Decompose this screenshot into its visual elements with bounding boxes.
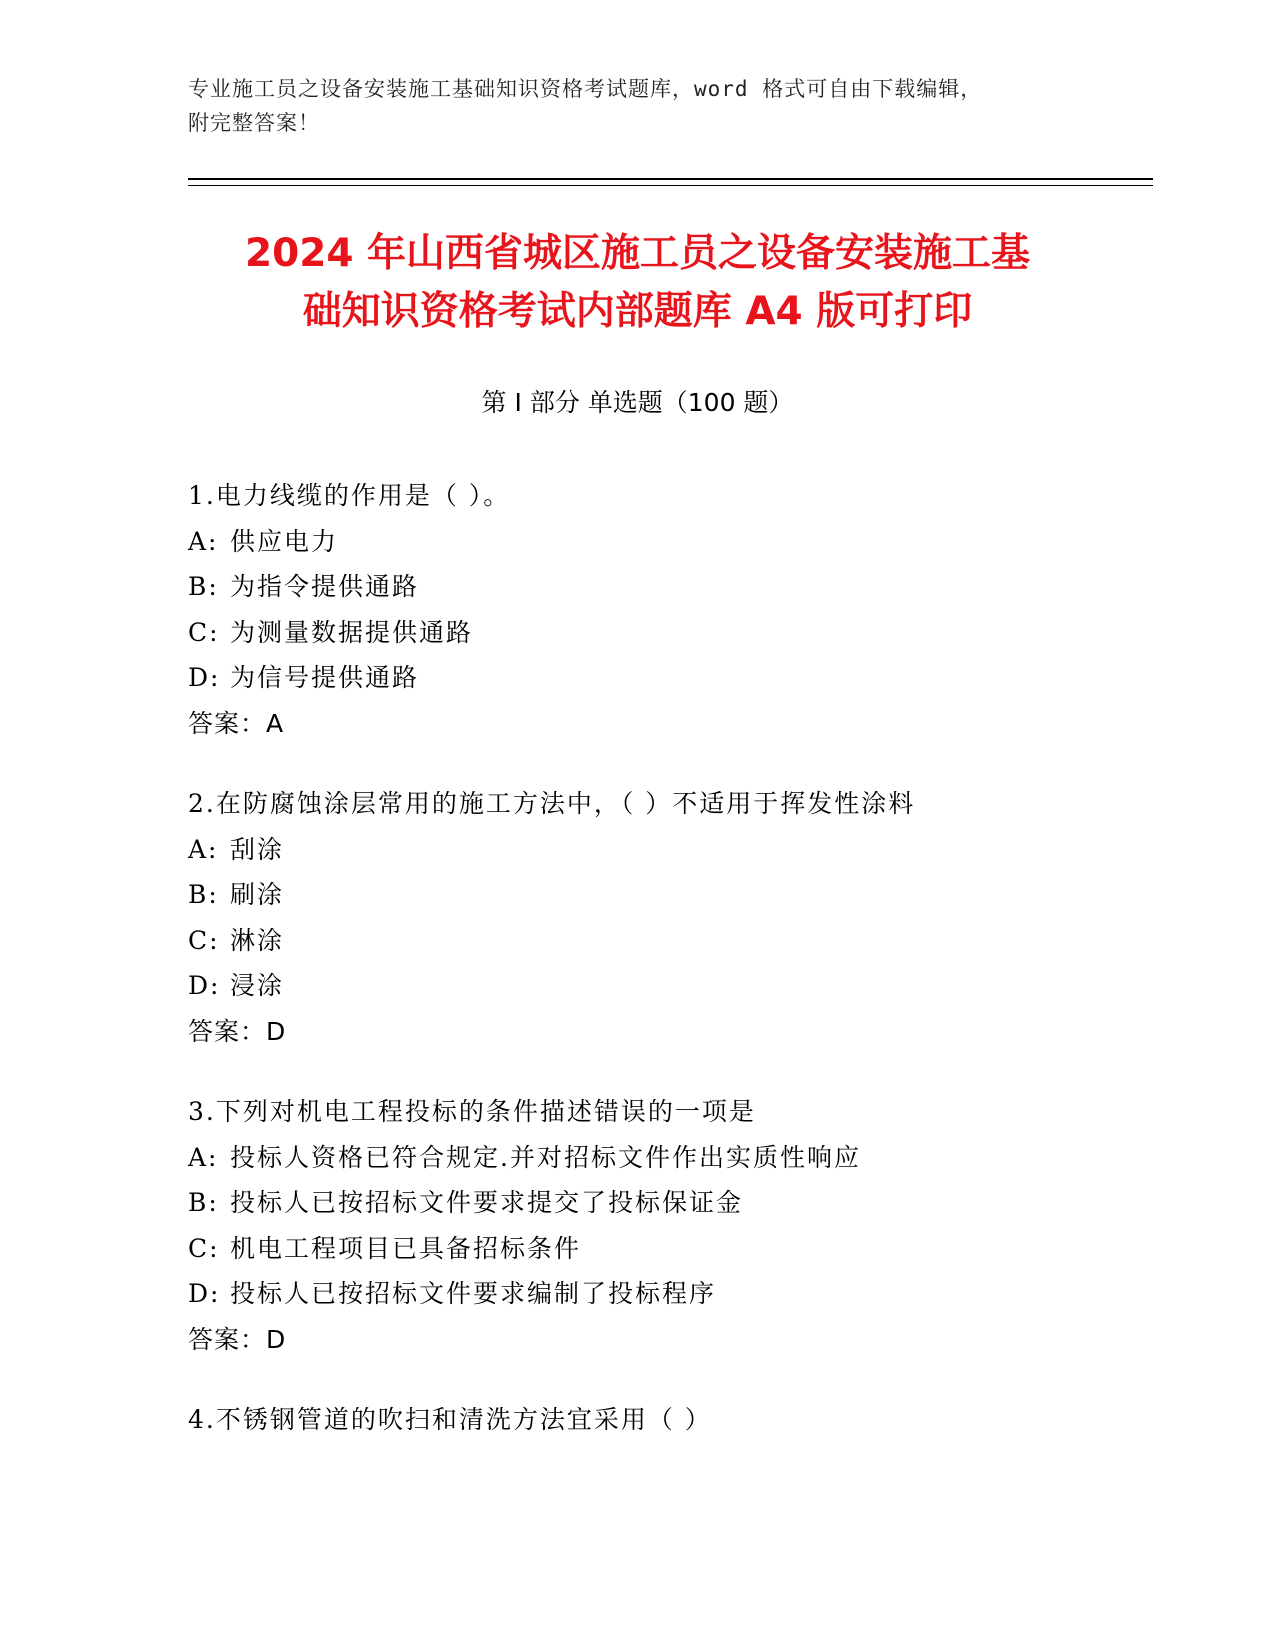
option-letter: D: [188, 1279, 221, 1308]
option-letter: B: [188, 1188, 219, 1217]
option-text: 为指令提供通路 [230, 572, 420, 601]
option-text: 淋涂 [230, 925, 285, 955]
question-4 [188, 1397, 1148, 1443]
option-letter: A: [188, 1142, 219, 1172]
option-letter: A: [188, 526, 219, 556]
option-letter: D: [188, 663, 221, 692]
option-text: 为信号提供通路 [230, 663, 420, 692]
option-c [188, 1226, 1148, 1272]
option-c [188, 610, 1148, 656]
header-note [188, 72, 1088, 140]
question-3 [188, 1089, 1148, 1362]
option-d [188, 1271, 1148, 1317]
header-note-line-2: 附完整答案！ [188, 111, 320, 135]
option-text: 刮涂 [230, 834, 285, 864]
option-b [188, 564, 1148, 610]
option-a [188, 827, 1148, 873]
option-letter: C: [188, 617, 220, 647]
option-b [188, 1180, 1148, 1226]
option-text: 为测量数据提供通路 [230, 617, 474, 647]
option-d [188, 655, 1148, 701]
document-title [170, 225, 1105, 341]
option-b [188, 872, 1148, 918]
option-text: 投标人资格已符合规定.并对招标文件作出实质性响应 [230, 1142, 861, 1172]
option-text: 机电工程项目已具备招标条件 [230, 1233, 582, 1263]
question-list [188, 473, 1148, 1478]
option-d [188, 963, 1148, 1009]
option-a [188, 519, 1148, 565]
question-stem: 3.下列对机电工程投标的条件描述错误的一项是 [188, 1097, 756, 1126]
option-letter: D: [188, 971, 221, 1000]
option-text: 投标人已按招标文件要求编制了投标程序 [230, 1279, 717, 1308]
option-letter: A: [188, 834, 219, 864]
option-text: 投标人已按招标文件要求提交了投标保证金 [230, 1188, 744, 1217]
question-2 [188, 781, 1148, 1054]
option-text: 供应电力 [230, 526, 339, 556]
question-1 [188, 473, 1148, 746]
answer-line: 答案：D [188, 1324, 287, 1354]
option-text: 浸涂 [230, 971, 285, 1000]
option-c [188, 918, 1148, 964]
section-heading: 第 I 部分 单选题（100 题） [481, 388, 794, 417]
option-text: 刷涂 [230, 880, 285, 909]
option-letter: C: [188, 925, 220, 955]
document-title-line-2: 础知识资格考试内部题库 A4 版可打印 [302, 289, 973, 334]
header-note-line-1: 专业施工员之设备安装施工基础知识资格考试题库，word 格式可自由下载编辑， [188, 77, 983, 101]
answer-line: 答案：A [188, 708, 285, 738]
header-divider-thin [188, 185, 1153, 186]
answer-line: 答案：D [188, 1016, 287, 1046]
option-letter: B: [188, 880, 219, 909]
question-stem: 4.不锈钢管道的吹扫和清洗方法宜采用（ ） [188, 1405, 712, 1434]
option-a [188, 1135, 1148, 1181]
header-divider-thick [188, 178, 1153, 180]
option-letter: C: [188, 1233, 220, 1263]
question-stem: 2.在防腐蚀涂层常用的施工方法中，（ ）不适用于挥发性涂料 [188, 789, 916, 818]
option-letter: B: [188, 572, 219, 601]
question-stem: 1.电力线缆的作用是（ ）。 [188, 481, 511, 510]
document-title-line-1: 2024 年山西省城区施工员之设备安装施工基 [244, 231, 1031, 276]
